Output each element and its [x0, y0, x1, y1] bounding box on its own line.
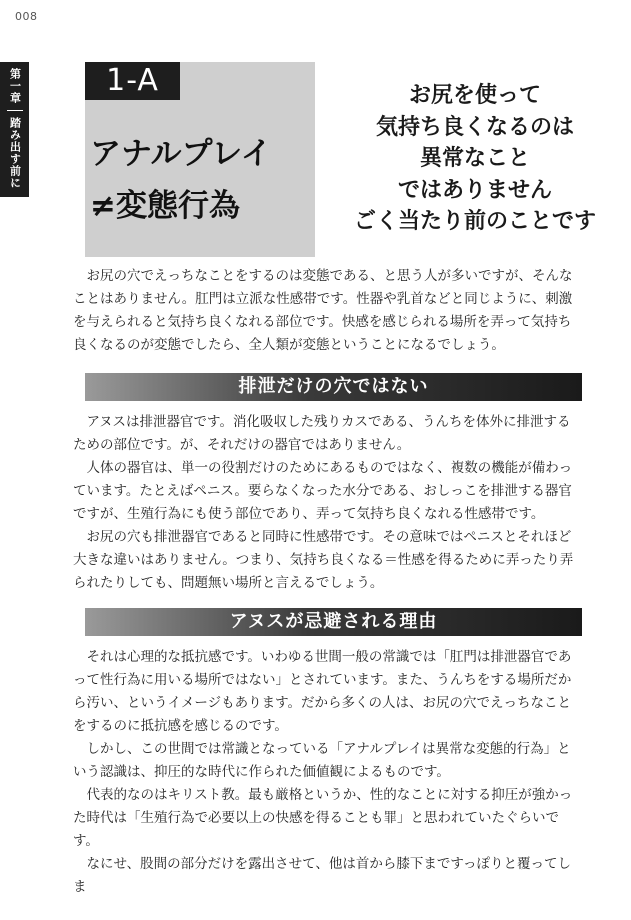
page-number: 008 [15, 10, 38, 23]
lead-line: ごく当たり前のことです [353, 209, 596, 234]
body-paragraph: 人体の器官は、単一の役割だけのためにあるものではなく、複数の機能が備わっています。たとえばペニス。要らなくなった水分である、おしっこを排泄する器官ですが、生殖行為にも使う部位であり、弄って気持ち良くなれる性感帯です。 [73, 460, 573, 522]
intro-body [73, 265, 583, 357]
body-paragraph: アヌスは排泄器官です。消化吸収した残りカスである、うんちを体外に排泄するための部位です。が、それだけの器官ではありません。 [73, 414, 571, 453]
lead-text [330, 80, 620, 238]
page-title-line: ≠変態行為 [90, 188, 240, 224]
page-title-line: アナルプレイ [90, 136, 272, 172]
body-paragraph: しかし、この世間では常識となっている「アナルプレイは異常な変態的行為」という認識は、抑圧的な時代に作られた価値観によるものです。 [73, 741, 571, 780]
body-paragraph: なにせ、股間の部分だけを露出させて、他は首から膝下まですっぽりと覆ってしま [73, 856, 572, 895]
body-paragraph: 代表的なのはキリスト教。最も厳格というか、性的なことに対する抑圧が強かった時代は「生殖行為で必要以上の快感を得ることも罪」と思われていたぐらいです。 [73, 787, 573, 849]
lead-line: お尻を使って [408, 83, 541, 108]
intro-paragraph: お尻の穴でえっちなことをするのは変態である、と思う人が多いですが、そんなことはありません。肛門は立派な性感帯です。性器や乳首などと同じように、刺激を与えられると気持ち良くなれる部位です。快感を感じられる場所を弄って気持ち良くなるのが変態でしたら、全人類が変態ということになるでしょう。 [73, 268, 573, 353]
section-heading: アヌスが忌避される理由 [85, 608, 582, 636]
section-body [73, 411, 583, 595]
page-title [90, 128, 315, 232]
section-body [73, 646, 583, 899]
chapter-label: 第一章 [7, 68, 23, 111]
body-paragraph: お尻の穴も排泄器官であると同時に性感帯です。その意味ではペニスとそれほど大きな違いはありません。つまり、気持ち良くなる＝性感を得るために弄ったり弄られたりしても、問題無い場所と言えるでしょう。 [73, 529, 574, 591]
lead-line: 異常なこと [419, 146, 530, 171]
lead-line: 気持ち良くなるのは [375, 114, 574, 140]
body-paragraph: それは心理的な抵抗感です。いわゆる世間一般の常識では「肛門は排泄器官であって性行為に用いる場所ではない」とされています。また、うんちをする場所だから汚い、というイメージもあります。だから多くの人は、お尻の穴でえっちなことをするのに抵抗感を感じるのです。 [73, 649, 572, 734]
chapter-title: 踏み出す前に [8, 117, 22, 189]
chapter-side-tab [0, 62, 29, 197]
section-label: 1-A [85, 62, 180, 100]
lead-line: ではありません [397, 177, 552, 203]
section-heading: 排泄だけの穴ではない [85, 373, 582, 401]
